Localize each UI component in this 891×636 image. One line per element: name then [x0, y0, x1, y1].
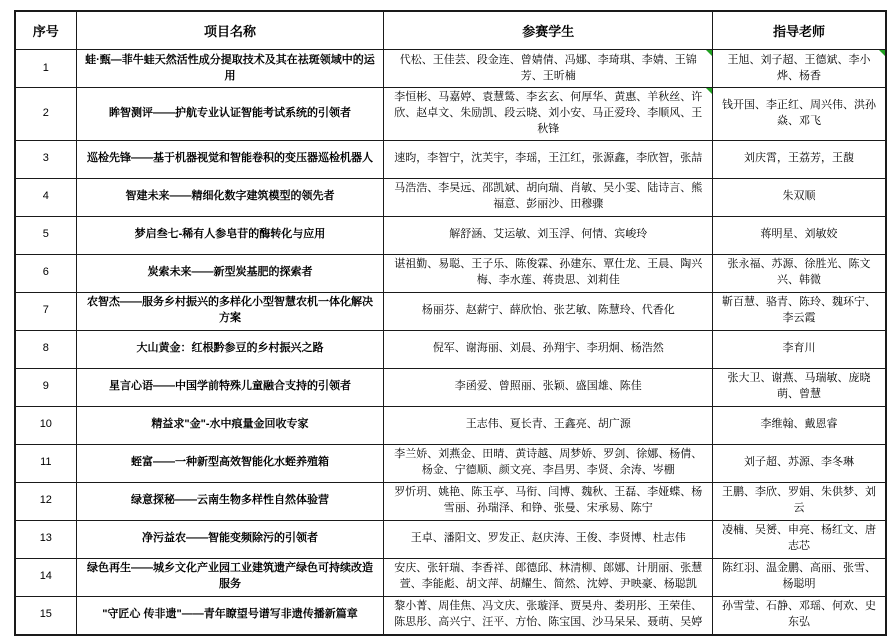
header-cell-no[interactable]: 序号 [15, 11, 76, 50]
teachers-cell[interactable]: 李育川 [713, 330, 886, 368]
row-number-cell[interactable]: 1 [15, 50, 76, 88]
table-body [15, 50, 886, 635]
teachers-cell[interactable]: 张大卫、谢燕、马瑞敏、庞晓萌、曾慧 [713, 368, 886, 406]
project-name-cell[interactable]: 智建未来——精细化数字建筑模型的领先者 [76, 178, 384, 216]
project-name-cell[interactable]: 绿意探秘——云南生物多样性自然体验营 [76, 482, 384, 520]
students-cell[interactable]: 杨丽芬、赵薪宁、薛欣怡、张艺敏、陈慧玲、代香化 [384, 292, 713, 330]
row-number-cell[interactable]: 14 [15, 558, 76, 596]
project-list-table [14, 10, 887, 636]
row-number-cell[interactable]: 2 [15, 88, 76, 141]
table-row [15, 88, 886, 141]
excel-corner-marker-icon [879, 50, 885, 56]
project-name-cell[interactable]: 炭索未来——新型炭基肥的探索者 [76, 254, 384, 292]
teachers-cell[interactable]: 刘庆霄，王荔芳，王馥 [713, 140, 886, 178]
students-cell[interactable]: 马浩浩、李昊远、邵凯斌、胡向瑞、肖敏、吴小雯、陆诗言、熊福意、彭丽沙、田穆骤 [384, 178, 713, 216]
students-cell[interactable]: 代松、王佳芸、段金连、曾婧倩、冯娜、李琦琪、李婧、王锦芳、王昕楠 [384, 50, 713, 88]
project-name-cell[interactable]: 梦启叁七-稀有人参皂苷的酶转化与应用 [76, 216, 384, 254]
excel-corner-marker-icon [706, 88, 712, 94]
row-number-cell[interactable]: 12 [15, 482, 76, 520]
table-row [15, 406, 886, 444]
table-row [15, 140, 886, 178]
row-number-cell[interactable]: 3 [15, 140, 76, 178]
teachers-cell[interactable]: 凌楠、吴赟、申亮、杨红文、唐志芯 [713, 520, 886, 558]
project-name-cell[interactable]: "守匠心 传非遗"——青年瞭望号谱写非遗传播新篇章 [76, 596, 384, 635]
students-cell[interactable]: 李恒彬、马嘉婷、袁慧鸶、李玄玄、何厚华、黄惠、羊秋丝、许欣、赵卓文、朱励凯、段云晓、刘小安、马正爱玲、李顺风、王秋锋 [384, 88, 713, 141]
students-cell[interactable]: 王志伟、夏长青、王鑫亮、胡广源 [384, 406, 713, 444]
students-cell[interactable]: 罗忻玥、姚艳、陈玉亭、马衔、闫博、魏秋、王磊、李娅蝶、杨雪丽、孙瑞泽、和铮、张曼、宋承易、陈宁 [384, 482, 713, 520]
table-row [15, 330, 886, 368]
teachers-cell[interactable]: 王旭、刘子超、王德斌、李小烨、杨香 [713, 50, 886, 88]
teachers-cell[interactable]: 蒋明星、刘敏姣 [713, 216, 886, 254]
row-number-cell[interactable]: 7 [15, 292, 76, 330]
row-number-cell[interactable]: 6 [15, 254, 76, 292]
project-name-cell[interactable]: 大山黄金：红根黔参豆的乡村振兴之路 [76, 330, 384, 368]
students-cell[interactable]: 谌祖勤、易聪、王子乐、陈俊霖、孙建东、覃仕龙、王晨、陶兴梅、李水莲、蒋贵思、刘莉佳 [384, 254, 713, 292]
table-row [15, 596, 886, 635]
row-number-cell[interactable]: 4 [15, 178, 76, 216]
teachers-cell[interactable]: 刘子超、苏源、李冬琳 [713, 444, 886, 482]
header-cell-students[interactable]: 参赛学生 [384, 11, 713, 50]
project-name-cell[interactable]: 净污益农——智能变频除污的引领者 [76, 520, 384, 558]
table-row [15, 254, 886, 292]
students-cell[interactable]: 安庆、张轩瑞、李香祥、郎德邱、林清柳、郎娜、计朋丽、张慧萱、李能彪、胡文萍、胡耀生、简然、沈婷、尹映豪、杨聪凯 [384, 558, 713, 596]
students-cell[interactable]: 解舒涵、艾运敏、刘玉浮、何情、宾峻玲 [384, 216, 713, 254]
table-row [15, 444, 886, 482]
students-cell[interactable]: 速昀，李智宁，沈芙宇，李瑶，王江红，张源鑫，李欣智，张喆 [384, 140, 713, 178]
project-name-cell[interactable]: 星言心语——中国学前特殊儿童融合支持的引领者 [76, 368, 384, 406]
row-number-cell[interactable]: 10 [15, 406, 76, 444]
table-row [15, 178, 886, 216]
row-number-cell[interactable]: 8 [15, 330, 76, 368]
excel-corner-marker-icon [706, 50, 712, 56]
project-name-cell[interactable]: 蛙·甄—菲牛蛙天然活性成分提取技术及其在祛斑领域中的运用 [76, 50, 384, 88]
table-row [15, 482, 886, 520]
students-cell[interactable]: 李兰娇、刘燕金、田晴、黄诗越、周梦娇、罗剑、徐娜、杨倩、杨金、宁德顺、颜文亮、李昌男、李贤、余涛、岑棚 [384, 444, 713, 482]
teachers-cell[interactable]: 钱开国、李正红、周兴伟、洪孙焱、邓飞 [713, 88, 886, 141]
table-row [15, 558, 886, 596]
header-row [15, 11, 886, 50]
row-number-cell[interactable]: 13 [15, 520, 76, 558]
table-row [15, 216, 886, 254]
teachers-cell[interactable]: 陈红羽、温金鹏、高丽、张雪、杨聪明 [713, 558, 886, 596]
project-name-cell[interactable]: 农智杰——服务乡村振兴的多样化小型智慧农机一体化解决方案 [76, 292, 384, 330]
teachers-cell[interactable]: 李维翰、戴恩睿 [713, 406, 886, 444]
teachers-cell[interactable]: 王鹏、李欣、罗娟、朱供梦、刘云 [713, 482, 886, 520]
teachers-cell[interactable]: 张永福、苏源、徐胜光、陈文兴、韩微 [713, 254, 886, 292]
teachers-cell[interactable]: 孙雪莹、石静、邓瑶、何欢、史东弘 [713, 596, 886, 635]
row-number-cell[interactable]: 15 [15, 596, 76, 635]
table-row [15, 50, 886, 88]
project-name-cell[interactable]: 精益求"金"-水中痕量金回收专家 [76, 406, 384, 444]
project-name-cell[interactable]: 绿色再生——城乡文化产业园工业建筑遗产绿色可持续改造服务 [76, 558, 384, 596]
students-cell[interactable]: 黎小菁、周佳焦、冯文庆、张璇泽、贾昊舟、娄玥彤、王荣佳、陈思彤、高兴宁、汪平、方怡、陈宝国、沙马呆呆、聂萌、吴婷 [384, 596, 713, 635]
header-cell-project[interactable]: 项目名称 [76, 11, 384, 50]
project-name-cell[interactable]: 蛭富——一种新型高效智能化水蛭养殖箱 [76, 444, 384, 482]
students-cell[interactable]: 李函爱、曾照丽、张颖、盛国雄、陈佳 [384, 368, 713, 406]
students-cell[interactable]: 王卓、潘阳文、罗发正、赵庆涛、王俊、李贤博、杜志伟 [384, 520, 713, 558]
project-name-cell[interactable]: 眸智测评——护航专业认证智能考试系统的引领者 [76, 88, 384, 141]
table-row [15, 292, 886, 330]
project-name-cell[interactable]: 巡检先锋——基于机器视觉和智能卷积的变压器巡检机器人 [76, 140, 384, 178]
teachers-cell[interactable]: 靳百慧、骆青、陈玲、魏环宁、李云霞 [713, 292, 886, 330]
table-row [15, 520, 886, 558]
header-cell-teachers[interactable]: 指导老师 [713, 11, 886, 50]
row-number-cell[interactable]: 9 [15, 368, 76, 406]
students-cell[interactable]: 倪军、谢海丽、刘晨、孙翔宇、李玥炯、杨浩然 [384, 330, 713, 368]
row-number-cell[interactable]: 11 [15, 444, 76, 482]
teachers-cell[interactable]: 朱双顺 [713, 178, 886, 216]
row-number-cell[interactable]: 5 [15, 216, 76, 254]
table-row [15, 368, 886, 406]
